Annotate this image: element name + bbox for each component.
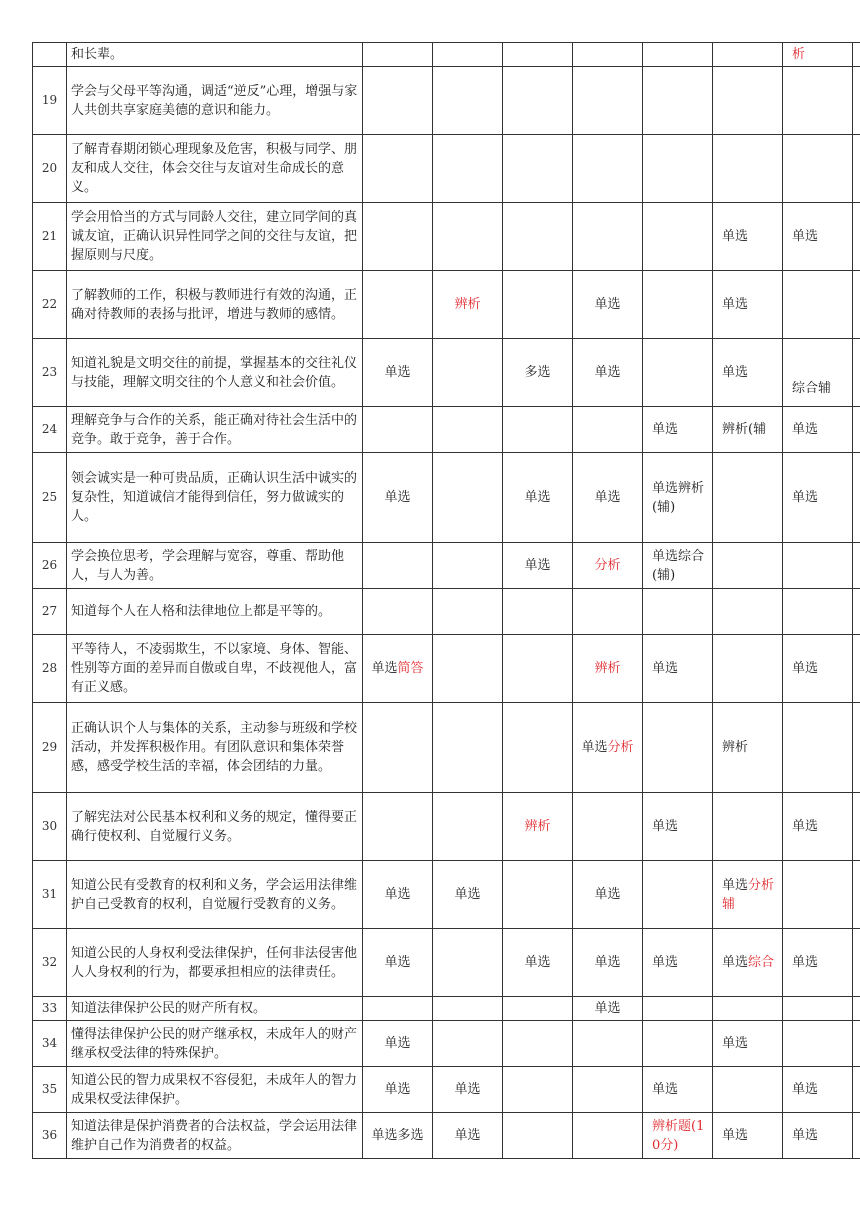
standard-description: 知道法律保护公民的财产所有权。 xyxy=(67,997,363,1021)
table-row xyxy=(33,703,860,793)
question-type-cell xyxy=(503,635,573,703)
question-type-cell xyxy=(643,1067,713,1113)
question-type-cell xyxy=(503,793,573,861)
question-type-cell xyxy=(363,1021,433,1067)
question-type-cell xyxy=(363,929,433,997)
question-type-cell xyxy=(713,339,783,407)
row-number xyxy=(33,43,67,67)
row-number: 23 xyxy=(33,339,67,407)
table-row xyxy=(33,43,860,67)
question-type-cell xyxy=(643,407,713,453)
standard-description: 理解竞争与合作的关系，能正确对待社会生活中的竞争。敢于竞争，善于合作。 xyxy=(67,407,363,453)
question-type-cell xyxy=(853,1067,860,1113)
question-type-cell xyxy=(503,589,573,635)
question-type-cell xyxy=(573,1021,643,1067)
question-type-cell xyxy=(573,135,643,203)
question-type-label: 辨析 xyxy=(594,661,621,676)
question-type-label: 单选 xyxy=(722,955,749,970)
row-number: 35 xyxy=(33,1067,67,1113)
question-type-cell xyxy=(433,1021,503,1067)
question-type-cell xyxy=(783,339,853,407)
question-type-label: 辨析(辅 xyxy=(722,422,767,437)
question-type-cell xyxy=(713,271,783,339)
question-type-cell xyxy=(643,1021,713,1067)
question-type-cell xyxy=(503,1067,573,1113)
question-type-label: 单选 xyxy=(384,1036,411,1051)
question-type-cell xyxy=(783,203,853,271)
row-number: 24 xyxy=(33,407,67,453)
question-type-cell xyxy=(783,43,853,67)
question-type-label: 分析 xyxy=(594,558,621,573)
question-type-cell xyxy=(713,407,783,453)
question-type-label: 单选 xyxy=(792,1082,819,1097)
row-number: 27 xyxy=(33,589,67,635)
question-type-cell xyxy=(713,635,783,703)
row-number: 34 xyxy=(33,1021,67,1067)
question-type-cell xyxy=(573,1067,643,1113)
question-type-cell xyxy=(573,589,643,635)
question-type-cell xyxy=(853,543,860,589)
table-row xyxy=(33,543,860,589)
question-type-cell xyxy=(503,1021,573,1067)
question-type-label: 综合辅 xyxy=(792,381,832,396)
question-type-cell xyxy=(853,1021,860,1067)
question-type-cell xyxy=(363,543,433,589)
question-type-cell xyxy=(643,861,713,929)
question-type-cell xyxy=(853,271,860,339)
standard-description: 了解青春期闭锁心理现象及危害，积极与同学、朋友和成人交往，体会交往与友谊对生命成长的意义。 xyxy=(67,135,363,203)
question-type-label: 单选 xyxy=(722,1128,749,1143)
question-type-cell xyxy=(853,407,860,453)
question-type-label: 单选 xyxy=(722,229,749,244)
question-type-label: 单选 xyxy=(384,365,411,380)
question-type-cell xyxy=(783,793,853,861)
question-type-label: 单选 xyxy=(594,1001,621,1016)
standard-description: 学会用恰当的方式与同龄人交往，建立同学间的真诚友谊，正确认识异性同学之间的交往与友谊，把握原则与尺度。 xyxy=(67,203,363,271)
question-type-cell xyxy=(783,1021,853,1067)
question-type-label: 单选 xyxy=(652,661,679,676)
question-type-cell xyxy=(573,543,643,589)
question-type-cell xyxy=(363,861,433,929)
question-type-cell xyxy=(503,929,573,997)
table-row xyxy=(33,589,860,635)
question-type-label: 单选 xyxy=(652,819,679,834)
standard-description: 了解教师的工作，积极与教师进行有效的沟通，正确对待教师的表扬与批评，增进与教师的感情。 xyxy=(67,271,363,339)
standard-description: 懂得法律保护公民的财产继承权，未成年人的财产继承权受法律的特殊保护。 xyxy=(67,1021,363,1067)
row-number: 22 xyxy=(33,271,67,339)
question-type-cell xyxy=(713,1113,783,1159)
standard-description: 了解宪法对公民基本权利和义务的规定，懂得要正确行使权利、自觉履行义务。 xyxy=(67,793,363,861)
question-type-cell xyxy=(503,339,573,407)
row-number: 33 xyxy=(33,997,67,1021)
standard-description: 知道礼貌是文明交往的前提，掌握基本的交往礼仪与技能，理解文明交往的个人意义和社会价值。 xyxy=(67,339,363,407)
question-type-cell xyxy=(643,453,713,543)
table-row xyxy=(33,407,860,453)
question-type-cell xyxy=(713,589,783,635)
question-type-cell xyxy=(433,271,503,339)
curriculum-standards-table xyxy=(32,42,860,1159)
question-type-label: 单选 xyxy=(722,1036,749,1051)
question-type-cell xyxy=(713,1021,783,1067)
question-type-cell xyxy=(503,67,573,135)
question-type-label: 单选 xyxy=(594,490,621,505)
question-type-label: 分析 xyxy=(607,740,634,755)
question-type-label: 单选 xyxy=(652,955,679,970)
table-body xyxy=(33,43,860,1159)
question-type-cell xyxy=(713,793,783,861)
question-type-cell xyxy=(573,67,643,135)
question-type-label: 单选 xyxy=(594,297,621,312)
row-number: 30 xyxy=(33,793,67,861)
question-type-label: 单选 xyxy=(594,887,621,902)
standard-description: 知道法律是保护消费者的合法权益，学会运用法律维护自己作为消费者的权益。 xyxy=(67,1113,363,1159)
question-type-cell xyxy=(783,407,853,453)
question-type-cell xyxy=(433,793,503,861)
question-type-label: 单选 xyxy=(384,490,411,505)
question-type-cell xyxy=(363,271,433,339)
question-type-cell xyxy=(783,997,853,1021)
table-row xyxy=(33,861,860,929)
question-type-cell xyxy=(573,407,643,453)
question-type-cell xyxy=(363,339,433,407)
question-type-cell xyxy=(713,543,783,589)
question-type-cell xyxy=(783,135,853,203)
question-type-cell xyxy=(853,703,860,793)
question-type-label: 辨析 xyxy=(454,297,481,312)
standard-description: 知道公民的人身权利受法律保护，任何非法侵害他人人身权利的行为，都要承担相应的法律责任。 xyxy=(67,929,363,997)
question-type-label: 单选 xyxy=(454,1128,481,1143)
question-type-cell xyxy=(853,997,860,1021)
table-row xyxy=(33,135,860,203)
question-type-label: 单选 xyxy=(792,661,819,676)
table-row xyxy=(33,635,860,703)
question-type-cell xyxy=(363,407,433,453)
question-type-cell xyxy=(433,997,503,1021)
question-type-cell xyxy=(433,203,503,271)
question-type-cell xyxy=(783,635,853,703)
question-type-label: 多选 xyxy=(524,365,551,380)
question-type-cell xyxy=(853,793,860,861)
question-type-cell xyxy=(433,635,503,703)
question-type-cell xyxy=(363,997,433,1021)
question-type-label: 单选 xyxy=(652,422,679,437)
table-row xyxy=(33,453,860,543)
table-row xyxy=(33,1021,860,1067)
question-type-label: 单选 xyxy=(384,1082,411,1097)
question-type-cell xyxy=(643,543,713,589)
table-row xyxy=(33,203,860,271)
question-type-label: 单选 xyxy=(384,887,411,902)
question-type-cell xyxy=(713,929,783,997)
question-type-cell xyxy=(363,203,433,271)
table-row xyxy=(33,1113,860,1159)
table-row xyxy=(33,793,860,861)
question-type-cell xyxy=(433,453,503,543)
question-type-cell xyxy=(713,203,783,271)
question-type-cell xyxy=(503,407,573,453)
question-type-cell xyxy=(853,203,860,271)
standard-description: 学会换位思考，学会理解与宽容，尊重、帮助他人，与人为善。 xyxy=(67,543,363,589)
question-type-cell xyxy=(573,203,643,271)
question-type-label: 单选 xyxy=(524,490,551,505)
question-type-cell xyxy=(503,1113,573,1159)
question-type-cell xyxy=(573,271,643,339)
question-type-label: 分析辅 xyxy=(722,877,775,912)
question-type-cell xyxy=(573,1113,643,1159)
row-number: 26 xyxy=(33,543,67,589)
question-type-label: 单选 xyxy=(454,1082,481,1097)
question-type-cell xyxy=(433,929,503,997)
question-type-cell xyxy=(433,543,503,589)
question-type-cell xyxy=(433,43,503,67)
question-type-cell xyxy=(503,703,573,793)
question-type-cell xyxy=(783,1067,853,1113)
question-type-cell xyxy=(503,43,573,67)
question-type-cell xyxy=(643,1113,713,1159)
question-type-label: 单选 xyxy=(652,1082,679,1097)
table-row xyxy=(33,271,860,339)
question-type-cell xyxy=(853,453,860,543)
question-type-cell xyxy=(783,67,853,135)
question-type-label: 单选 xyxy=(384,955,411,970)
question-type-label: 辨析题(10分) xyxy=(652,1118,705,1153)
question-type-label: 单选 xyxy=(792,1128,819,1143)
question-type-cell xyxy=(643,271,713,339)
standard-description: 知道公民有受教育的权利和义务，学会运用法律维护自己受教育的权利，自觉履行受教育的义务。 xyxy=(67,861,363,929)
question-type-cell xyxy=(433,407,503,453)
question-type-label: 单选 xyxy=(792,229,819,244)
table-row xyxy=(33,339,860,407)
question-type-cell xyxy=(573,453,643,543)
question-type-cell xyxy=(363,703,433,793)
question-type-cell xyxy=(853,589,860,635)
question-type-cell xyxy=(433,1067,503,1113)
question-type-cell xyxy=(643,793,713,861)
question-type-label: 辨析 xyxy=(722,740,749,755)
question-type-cell xyxy=(713,43,783,67)
question-type-label: 单选 xyxy=(722,877,749,893)
question-type-cell xyxy=(573,339,643,407)
question-type-cell xyxy=(643,67,713,135)
question-type-cell xyxy=(503,861,573,929)
question-type-cell xyxy=(503,453,573,543)
question-type-cell xyxy=(363,1067,433,1113)
question-type-cell xyxy=(433,861,503,929)
question-type-cell xyxy=(503,271,573,339)
question-type-cell xyxy=(433,1113,503,1159)
question-type-cell xyxy=(363,793,433,861)
question-type-label: 简答 xyxy=(397,661,424,676)
standard-description: 学会与父母平等沟通，调适“逆反”心理，增强与家人共创共享家庭美德的意识和能力。 xyxy=(67,67,363,135)
row-number: 32 xyxy=(33,929,67,997)
row-number: 29 xyxy=(33,703,67,793)
question-type-cell xyxy=(363,43,433,67)
question-type-label: 单选 xyxy=(371,661,398,676)
question-type-cell xyxy=(363,67,433,135)
question-type-cell xyxy=(853,339,860,407)
question-type-cell xyxy=(573,861,643,929)
question-type-cell xyxy=(503,997,573,1021)
question-type-label: 单选 xyxy=(594,955,621,970)
question-type-cell xyxy=(853,1113,860,1159)
question-type-cell xyxy=(363,1113,433,1159)
question-type-cell xyxy=(433,67,503,135)
question-type-cell xyxy=(433,135,503,203)
question-type-cell xyxy=(783,703,853,793)
question-type-cell xyxy=(503,543,573,589)
standard-description: 正确认识个人与集体的关系，主动参与班级和学校活动，并发挥积极作用。有团队意识和集体荣誉感，感受学校生活的幸福，体会团结的力量。 xyxy=(67,703,363,793)
standard-description: 领会诚实是一种可贵品质，正确认识生活中诚实的复杂性，知道诚信才能得到信任，努力做诚实的人。 xyxy=(67,453,363,543)
question-type-cell xyxy=(643,589,713,635)
question-type-cell xyxy=(853,43,860,67)
question-type-label: 单选 xyxy=(792,422,819,437)
table-row xyxy=(33,997,860,1021)
question-type-cell xyxy=(643,135,713,203)
question-type-label: 单选 xyxy=(594,365,621,380)
question-type-cell xyxy=(643,703,713,793)
standard-description: 和长辈。 xyxy=(67,43,363,67)
question-type-label: 单选 xyxy=(792,490,819,505)
row-number: 25 xyxy=(33,453,67,543)
curriculum-standards-table-sheet xyxy=(32,42,860,1159)
row-number: 28 xyxy=(33,635,67,703)
question-type-cell xyxy=(783,271,853,339)
question-type-cell xyxy=(573,997,643,1021)
question-type-cell xyxy=(783,453,853,543)
question-type-cell xyxy=(503,203,573,271)
question-type-cell xyxy=(643,635,713,703)
question-type-cell xyxy=(433,339,503,407)
question-type-cell xyxy=(363,635,433,703)
row-number: 19 xyxy=(33,67,67,135)
question-type-cell xyxy=(573,43,643,67)
row-number: 21 xyxy=(33,203,67,271)
question-type-cell xyxy=(783,929,853,997)
question-type-label: 单选 xyxy=(792,955,819,970)
question-type-cell xyxy=(363,135,433,203)
question-type-cell xyxy=(643,929,713,997)
question-type-cell xyxy=(783,1113,853,1159)
question-type-cell xyxy=(713,1067,783,1113)
question-type-label: 单选 xyxy=(722,365,749,380)
question-type-cell xyxy=(853,861,860,929)
question-type-cell xyxy=(783,589,853,635)
question-type-cell xyxy=(713,135,783,203)
question-type-cell xyxy=(363,589,433,635)
standard-description: 平等待人，不凌弱欺生，不以家境、身体、智能、性别等方面的差异而自傲或自卑，不歧视他人，富有正义感。 xyxy=(67,635,363,703)
question-type-label: 单选 xyxy=(792,819,819,834)
question-type-cell xyxy=(503,135,573,203)
question-type-label: 单选多选 xyxy=(371,1128,424,1143)
question-type-cell xyxy=(573,793,643,861)
question-type-cell xyxy=(853,635,860,703)
question-type-cell xyxy=(643,203,713,271)
question-type-label: 单选 xyxy=(524,955,551,970)
question-type-label: 单选辨析(辅) xyxy=(652,480,705,515)
question-type-label: 析 xyxy=(792,47,806,62)
question-type-cell xyxy=(713,703,783,793)
question-type-cell xyxy=(643,339,713,407)
question-type-label: 单选 xyxy=(581,740,608,755)
question-type-cell xyxy=(713,997,783,1021)
question-type-label: 单选 xyxy=(722,297,749,312)
row-number: 31 xyxy=(33,861,67,929)
question-type-label: 辨析 xyxy=(524,819,551,834)
question-type-cell xyxy=(853,67,860,135)
question-type-label: 单选综合(辅) xyxy=(652,548,705,583)
question-type-cell xyxy=(433,703,503,793)
question-type-label: 综合 xyxy=(748,955,775,970)
question-type-cell xyxy=(783,861,853,929)
question-type-cell xyxy=(573,635,643,703)
question-type-cell xyxy=(643,997,713,1021)
row-number: 20 xyxy=(33,135,67,203)
question-type-cell xyxy=(713,861,783,929)
standard-description: 知道每个人在人格和法律地位上都是平等的。 xyxy=(67,589,363,635)
question-type-cell xyxy=(363,453,433,543)
row-number: 36 xyxy=(33,1113,67,1159)
question-type-cell xyxy=(713,67,783,135)
question-type-cell xyxy=(643,43,713,67)
question-type-label: 单选 xyxy=(454,887,481,902)
question-type-cell xyxy=(853,929,860,997)
table-row xyxy=(33,929,860,997)
question-type-cell xyxy=(573,929,643,997)
table-row xyxy=(33,67,860,135)
question-type-label: 单选 xyxy=(524,558,551,573)
question-type-cell xyxy=(573,703,643,793)
question-type-cell xyxy=(783,543,853,589)
question-type-cell xyxy=(433,589,503,635)
question-type-cell xyxy=(713,453,783,543)
standard-description: 知道公民的智力成果权不容侵犯，未成年人的智力成果权受法律保护。 xyxy=(67,1067,363,1113)
question-type-cell xyxy=(853,135,860,203)
table-row xyxy=(33,1067,860,1113)
